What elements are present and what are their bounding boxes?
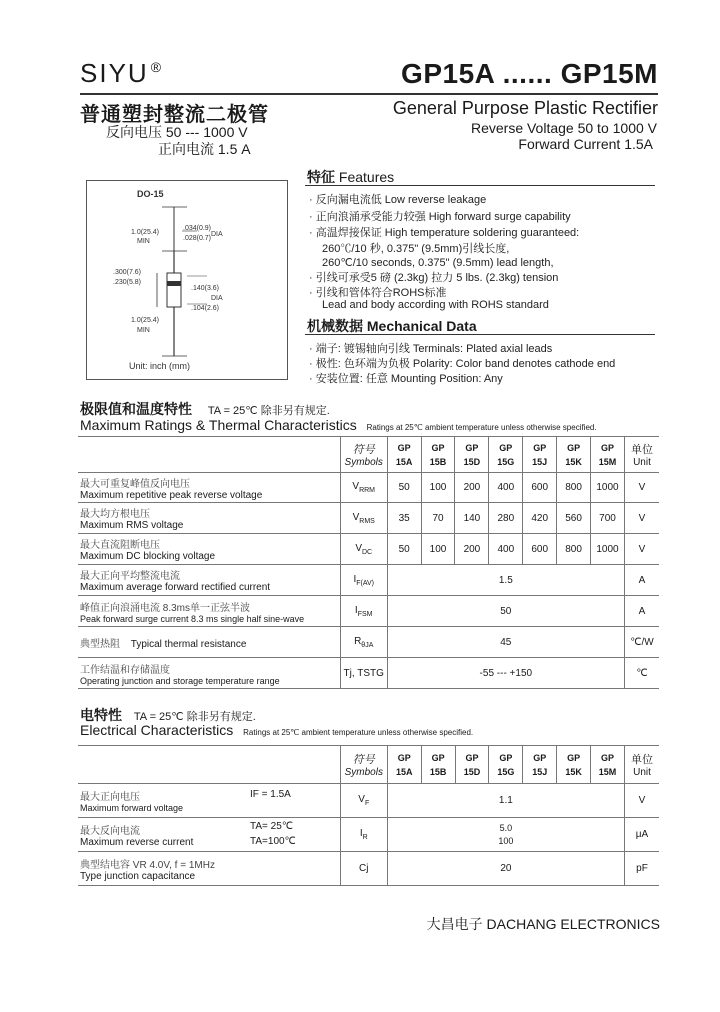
param-en: Maximum forward voltage [80, 803, 184, 813]
table-row [78, 503, 659, 534]
value-span-cell: 1.1 [387, 784, 624, 818]
value-cell: 420 [523, 503, 557, 534]
value-span-cell [387, 818, 624, 852]
test-condition: IF = 1.5A [250, 789, 291, 800]
dim-lead2-length: 1.0(25.4) [131, 317, 160, 324]
col-gp15m: GP 15M [591, 437, 625, 473]
value-cell: 560 [557, 503, 591, 534]
mechanical-item: · 安装位置: 任意 Mounting Position: Any [309, 373, 503, 385]
value-cell: 400 [489, 534, 523, 565]
param-cell [78, 852, 340, 886]
col-gp15g: GP 15G [489, 437, 523, 473]
mechanical-heading [307, 316, 477, 336]
value-100c: 100 [498, 835, 514, 846]
dim-body-length-max: .300(7.6) [113, 269, 142, 276]
features-heading-cn: 特征 [307, 169, 335, 185]
col-gp15a: GP 15A [387, 746, 421, 784]
dim-body-dia-min: .104(2.6) [191, 305, 220, 312]
param-en: Maximum average forward rectified current [80, 582, 271, 593]
param-cell [78, 596, 340, 627]
max-ratings-table [78, 436, 659, 689]
max-ratings-heading-en-wrap [80, 417, 597, 433]
symbol-cell: $I_{FSM}$ [340, 596, 387, 627]
registered-mark: ® [150, 59, 164, 76]
table-row [78, 818, 659, 852]
value-cell: 50 [387, 473, 421, 503]
table-row [78, 627, 659, 658]
value-span-cell: 1.5 [387, 565, 624, 596]
test-condition-2: TA=100℃ [250, 836, 296, 847]
max-ratings-heading-cn-wrap [80, 399, 330, 419]
mechanical-item: · 极性: 色环端为负极 Polarity: Color band denotes cathode end [309, 358, 616, 370]
symbol-header-cn: 符号 [352, 754, 375, 766]
cn-forward-current: 正向电流 1.5 A [158, 141, 251, 157]
symbol-cell: $I_{F(AV)}$ [340, 565, 387, 596]
electrical-heading-cn: 电特性 [80, 707, 122, 723]
unit-header-cn: 单位 [631, 754, 653, 766]
param-cell [78, 565, 340, 596]
col-gp15j: GP 15J [523, 437, 557, 473]
param-cell [78, 658, 340, 689]
max-ratings-en-note: Ratings at 25℃ ambient temperature unless otherwise specified. [366, 423, 597, 432]
unit-cell: V [624, 534, 659, 565]
dim-body-dia-label: DIA [211, 295, 223, 302]
unit-cell: V [625, 784, 659, 818]
symbol-cell: $V_F$ [340, 784, 387, 818]
param-en: Maximum reverse current [80, 836, 194, 848]
feature-item: · 引线和管体符合ROHS标准 [309, 287, 447, 299]
table-header-row [78, 437, 659, 473]
unit-cell: A [624, 596, 659, 627]
param-cell [78, 627, 340, 658]
col-gp15b: GP 15B [421, 746, 455, 784]
value-cell: 800 [557, 473, 591, 503]
param-cell [78, 503, 340, 534]
value-25c: 5.0 [499, 822, 513, 833]
en-title: General Purpose Plastic Rectifier [392, 98, 658, 118]
mechanical-divider [305, 334, 655, 335]
unit-cell: V [624, 503, 659, 534]
feature-item: · 反向漏电流低 Low reverse leakage [309, 194, 487, 206]
electrical-cn-note: TA = 25℃ 除非另有规定. [133, 711, 256, 723]
value-cell: 700 [591, 503, 625, 534]
col-gp15m: GP 15M [591, 746, 625, 784]
dim-lead-dia-min: .028(0.7) [183, 235, 212, 242]
param-cell [78, 784, 340, 818]
param-cn: 最大均方根电压 [80, 509, 150, 520]
features-divider [305, 185, 655, 186]
feature-item: · 高温焊接保证 High temperature soldering guaranteed: [309, 227, 580, 239]
symbol-cell: $V_{DC}$ [340, 534, 387, 565]
table-row [78, 534, 659, 565]
symbol-header-cn: 符号 [352, 444, 375, 456]
unit-header-cn: 单位 [630, 444, 653, 456]
header-param-cell [78, 746, 340, 784]
value-cell: 400 [489, 473, 523, 503]
col-gp15d: GP 15D [455, 746, 489, 784]
en-forward-current: Forward Current 1.5A [518, 136, 653, 152]
header-divider [80, 93, 658, 95]
value-cell: 280 [489, 503, 523, 534]
param-cn: 峰值正向浪涌电流 8.3ms单一正弦半波 [80, 602, 251, 614]
symbol-header-en: Symbols [344, 767, 383, 778]
dim-body-length-min: .230(5.8) [113, 279, 142, 286]
col-gp15k: GP 15K [557, 437, 591, 473]
feature-item: Lead and body according with ROHS standard [322, 299, 549, 311]
electrical-heading-en-wrap [80, 722, 473, 738]
value-cell: 600 [523, 534, 557, 565]
param-cell [78, 534, 340, 565]
unit-header-en: Unit [633, 767, 651, 778]
package-diagram [86, 180, 288, 380]
value-cell: 140 [455, 503, 489, 534]
col-gp15d: GP 15D [455, 437, 489, 473]
col-gp15g: GP 15G [489, 746, 523, 784]
symbol-cell: $V_{RRM}$ [340, 473, 387, 503]
symbol-cell: Cj [340, 852, 387, 886]
table-row [78, 658, 659, 689]
symbol-cell: $I_R$ [340, 818, 387, 852]
value-span-cell: 45 [387, 627, 624, 658]
cn-title: 普通塑封整流二极管 [80, 102, 269, 126]
value-cell: 100 [421, 473, 455, 503]
param-cn: 最大可重复峰值反向电压 [80, 478, 190, 490]
cn-reverse-voltage: 反向电压 50 --- 1000 V [106, 124, 248, 140]
param-cn: 最大直流阻断电压 [80, 540, 160, 551]
table-header-row [78, 746, 659, 784]
value-cell: 50 [387, 534, 421, 565]
param-en: Peak forward surge current 8.3 ms single half sine-wave [80, 613, 305, 624]
features-heading [307, 167, 394, 187]
param-en: Operating junction and storage temperature range [80, 675, 280, 686]
param-cn: 典型结电容 VR 4.0V, f = 1MHz [80, 859, 215, 871]
mechanical-item: · 端子: 镀锡轴向引线 Terminals: Plated axial leads [309, 343, 553, 355]
diagram-units: Unit: inch (mm) [129, 361, 191, 371]
feature-item: 260℃/10 seconds, 0.375" (9.5mm) lead length, [322, 257, 554, 269]
param-cn: 工作结温和存储温度 [80, 664, 170, 676]
max-ratings-heading-en: Maximum Ratings & Thermal Characteristics [80, 417, 357, 433]
table-row [78, 565, 659, 596]
param-cn: 最大正向电压 [80, 792, 140, 803]
feature-item: · 引线可承受5 磅 (2.3kg) 拉力 5 lbs. (2.3kg) tension [309, 272, 559, 284]
unit-cell: ℃ [624, 658, 659, 689]
value-cell: 200 [455, 534, 489, 565]
brand-logo [80, 58, 163, 89]
value-cell: 200 [455, 473, 489, 503]
en-reverse-voltage: Reverse Voltage 50 to 1000 V [470, 120, 657, 136]
electrical-en-note: Ratings at 25℃ ambient temperature unless otherwise specified. [243, 728, 474, 737]
dim-lead2-min: MIN [137, 327, 150, 334]
value-cell: 600 [523, 473, 557, 503]
header-unit-cell [624, 437, 659, 473]
dim-lead-dia-max: .034(0.9) [183, 225, 212, 232]
electrical-heading-en: Electrical Characteristics [80, 722, 234, 738]
dim-lead-dia-label: DIA [211, 231, 223, 238]
feature-item: 260℃/10 秒, 0.375" (9.5mm)引线长度, [322, 243, 510, 255]
unit-cell: A [624, 565, 659, 596]
unit-cell: V [624, 473, 659, 503]
value-span-cell: 50 [387, 596, 624, 627]
value-cell: 1000 [591, 534, 625, 565]
header-symbol-cell [340, 437, 387, 473]
value-cell: 35 [387, 503, 421, 534]
symbol-cell: $R_{\theta JA}$ [340, 627, 387, 658]
symbol-cell: $V_{RMS}$ [340, 503, 387, 534]
mechanical-heading-en: Mechanical Data [366, 318, 477, 334]
header-param-cell [78, 437, 340, 473]
table-row [78, 473, 659, 503]
value-cell: 800 [557, 534, 591, 565]
value-cell: 70 [421, 503, 455, 534]
unit-header-en: Unit [633, 457, 651, 468]
table-row [78, 596, 659, 627]
mechanical-heading-cn: 机械数据 [307, 318, 363, 334]
param-cn: 最大反向电流 [80, 825, 140, 837]
company-footer: 大昌电子 DACHANG ELECTRONICS [426, 916, 660, 932]
param-cn: 典型热阻 [80, 638, 120, 650]
param-en: Type junction capacitance [80, 870, 196, 882]
brand-name: SIYU [80, 58, 149, 88]
table-row [78, 784, 659, 818]
param-cn: 最大正向平均整流电流 [80, 571, 180, 582]
header-symbol-cell [340, 746, 387, 784]
dim-body-dia-max: .140(3.6) [191, 285, 220, 292]
param-en: Typical thermal resistance [130, 638, 247, 650]
max-ratings-heading-cn: 极限值和温度特性 [80, 401, 192, 417]
max-ratings-cn-note: TA = 25℃ 除非另有规定. [207, 405, 330, 417]
param-en: Maximum repetitive peak reverse voltage [80, 489, 263, 501]
dim-lead-min: MIN [137, 238, 150, 245]
features-heading-en: Features [338, 169, 395, 185]
unit-cell: μA [625, 818, 659, 852]
col-gp15b: GP 15B [421, 437, 455, 473]
symbol-cell: Tj, TSTG [340, 658, 387, 689]
symbol-header-en: Symbols [344, 457, 383, 468]
test-condition: TA= 25℃ [250, 821, 294, 832]
package-label: DO-15 [137, 189, 164, 199]
part-range: GP15A ...... GP15M [401, 58, 658, 89]
value-span-cell: -55 --- +150 [387, 658, 624, 689]
param-en: Maximum RMS voltage [80, 520, 184, 531]
feature-item: · 正向浪涌承受能力较强 High forward surge capability [309, 211, 571, 223]
param-cell [78, 818, 340, 852]
value-cell: 1000 [591, 473, 625, 503]
col-gp15a: GP 15A [387, 437, 421, 473]
col-gp15k: GP 15K [557, 746, 591, 784]
unit-cell: ℃/W [624, 627, 659, 658]
header-unit-cell [625, 746, 659, 784]
electrical-table [78, 745, 659, 886]
value-cell: 100 [421, 534, 455, 565]
value-span-cell: 20 [387, 852, 624, 886]
unit-cell: pF [625, 852, 659, 886]
param-en: Maximum DC blocking voltage [80, 551, 216, 562]
param-cell [78, 473, 340, 503]
table-row [78, 852, 659, 886]
col-gp15j: GP 15J [523, 746, 557, 784]
dim-lead-length: 1.0(25.4) [131, 229, 160, 236]
